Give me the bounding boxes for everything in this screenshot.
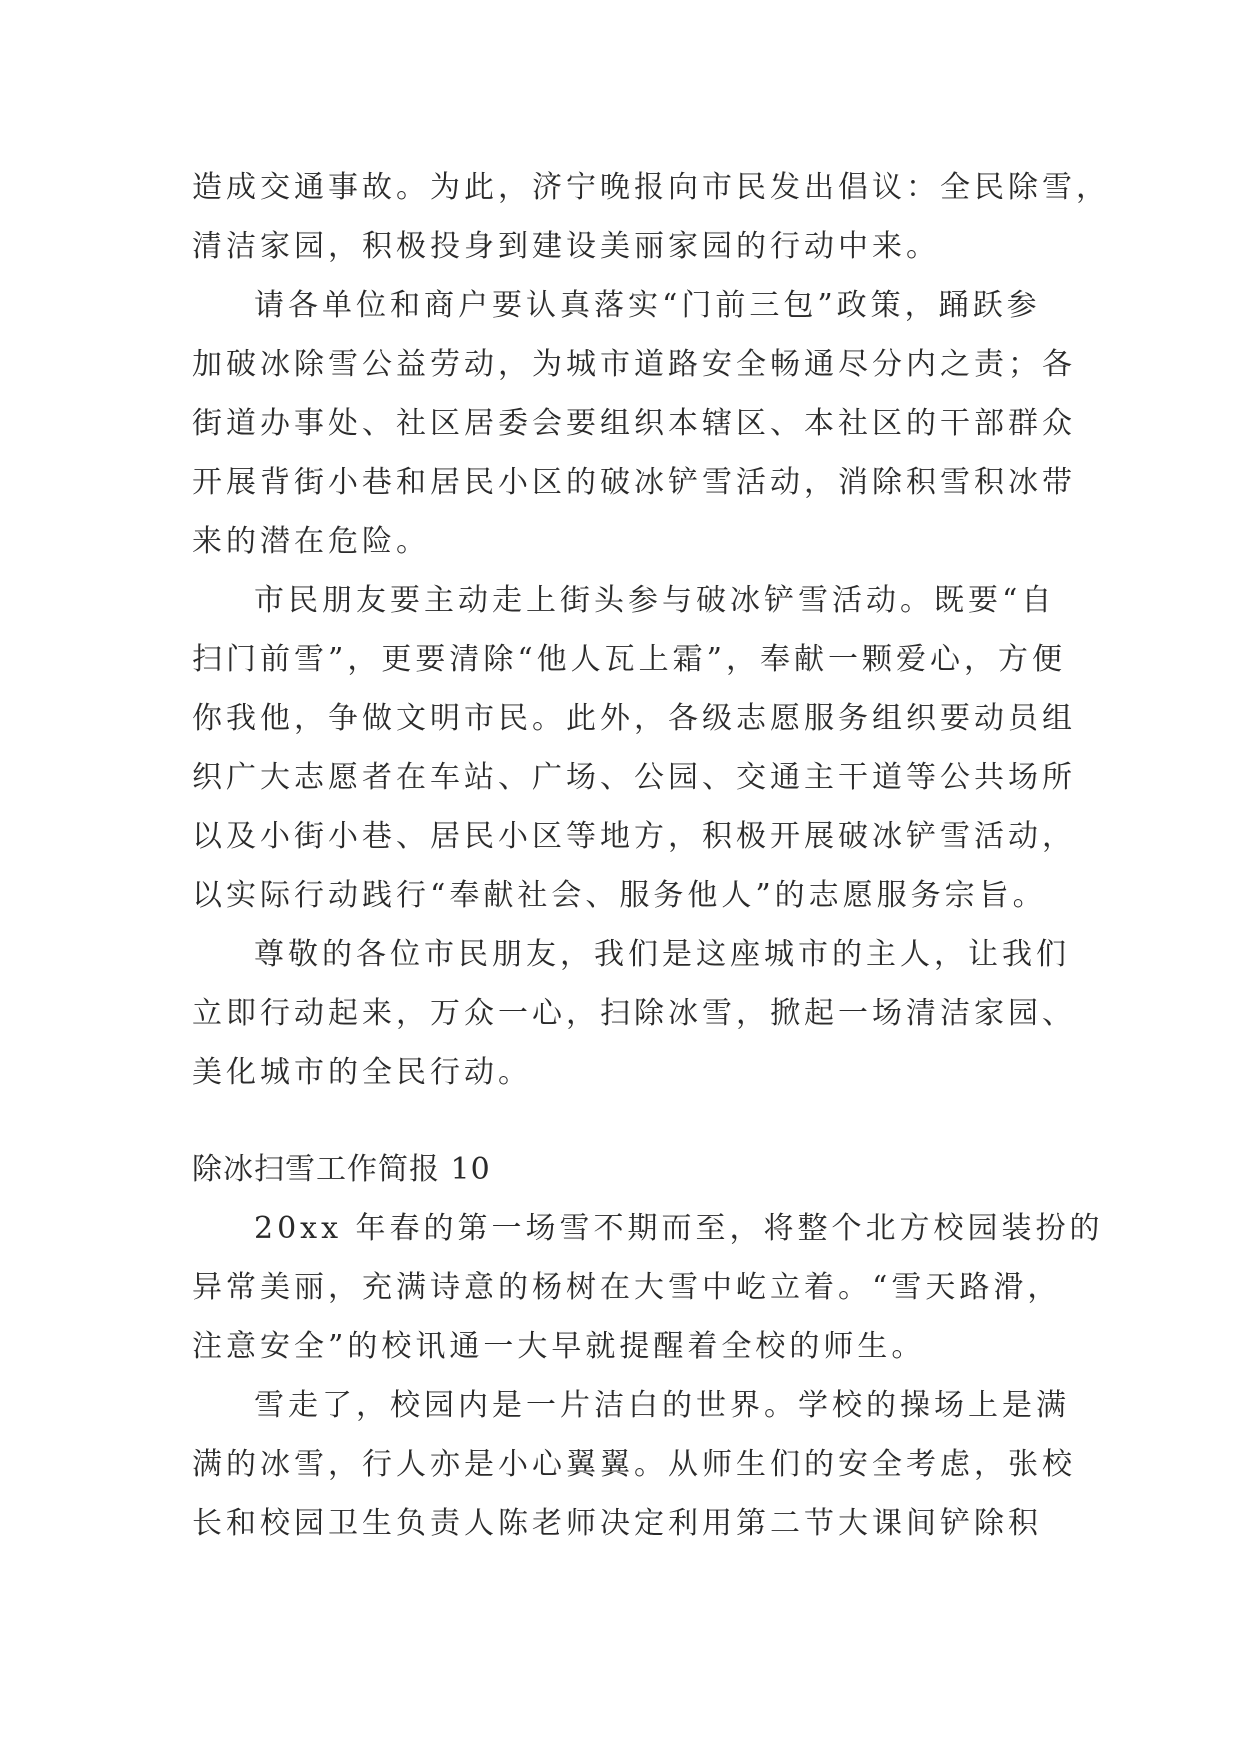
text-line: 造成交通事故。为此，济宁晚报向市民发出倡议：全民除雪， <box>192 170 1110 205</box>
text-line: 异常美丽，充满诗意的杨树在大雪中屹立着。“雪天路滑， <box>192 1270 1062 1305</box>
text-line: 来的潜在危险。 <box>192 524 430 559</box>
text-line: 加破冰除雪公益劳动，为城市道路安全畅通尽分内之责；各 <box>192 347 1076 382</box>
body-text-section-1 <box>192 158 1110 1102</box>
text-line: 扫门前雪”，更要清除“他人瓦上霜”，奉献一颗爱心，方便 <box>192 642 1067 677</box>
text-line: 以及小街小巷、居民小区等地方，积极开展破冰铲雪活动， <box>192 819 1076 854</box>
text-line: 织广大志愿者在车站、广场、公园、交通主干道等公共场所 <box>192 760 1076 795</box>
text-line: 尊敬的各位市民朋友，我们是这座城市的主人，让我们 <box>254 937 1070 972</box>
text-line: 市民朋友要主动走上街头参与破冰铲雪活动。既要“自 <box>254 583 1056 618</box>
text-line: 雪走了，校园内是一片洁白的世界。学校的操场上是满 <box>254 1388 1070 1423</box>
section-heading: 除冰扫雪工作简报 10 <box>192 1152 491 1187</box>
text-line: 美化城市的全民行动。 <box>192 1055 532 1090</box>
text-line: 注意安全”的校讯通一大早就提醒着全校的师生。 <box>192 1329 926 1364</box>
text-line: 开展背街小巷和居民小区的破冰铲雪活动，消除积雪积冰带 <box>192 465 1076 500</box>
text-line: 以实际行动践行“奉献社会、服务他人”的志愿服务宗旨。 <box>192 878 1047 913</box>
document-page <box>192 158 1110 1553</box>
text-line: 长和校园卫生负责人陈老师决定利用第二节大课间铲除积 <box>192 1506 1042 1541</box>
text-line: 清洁家园，积极投身到建设美丽家园的行动中来。 <box>192 229 940 264</box>
text-line: 20xx 年春的第一场雪不期而至，将整个北方校园装扮的 <box>254 1211 1104 1246</box>
text-line: 你我他，争做文明市民。此外，各级志愿服务组织要动员组 <box>192 701 1076 736</box>
body-text-section-2 <box>192 1199 1104 1553</box>
text-line: 请各单位和商户要认真落实“门前三包”政策，踊跃参 <box>254 288 1041 323</box>
section-spacer <box>192 1102 1048 1140</box>
text-line: 满的冰雪，行人亦是小心翼翼。从师生们的安全考虑，张校 <box>192 1447 1076 1482</box>
text-line: 立即行动起来，万众一心，扫除冰雪，掀起一场清洁家园、 <box>192 996 1076 1031</box>
text-line: 街道办事处、社区居委会要组织本辖区、本社区的干部群众 <box>192 406 1076 441</box>
